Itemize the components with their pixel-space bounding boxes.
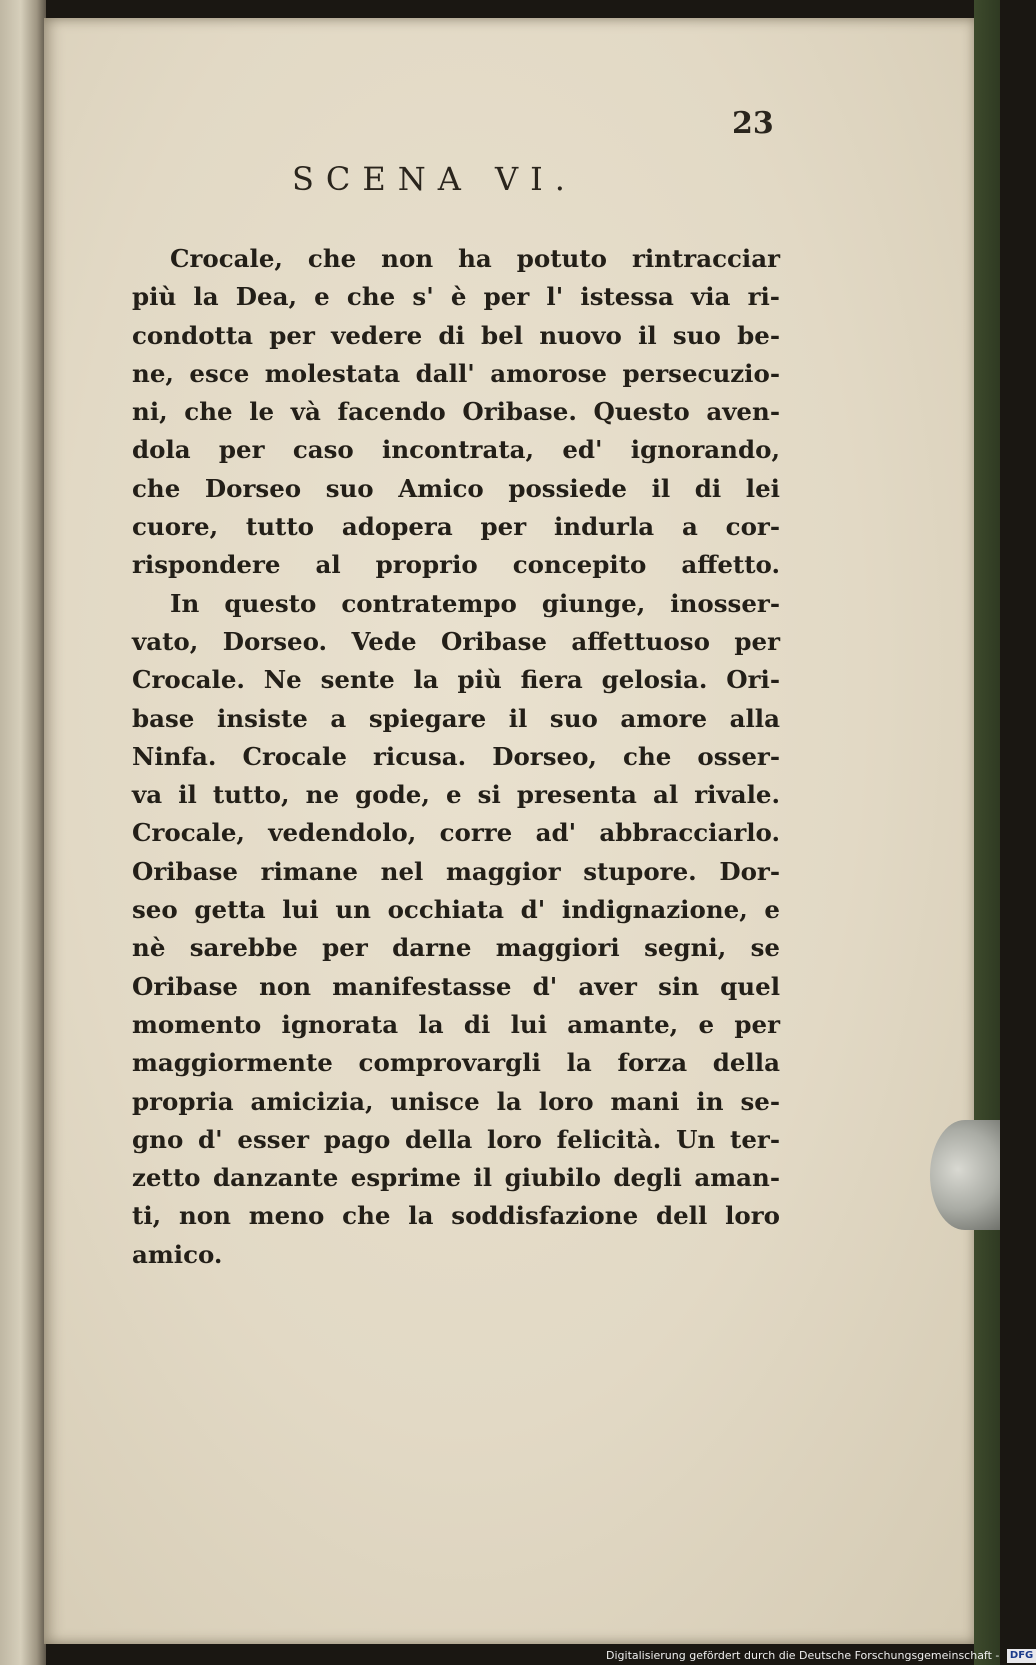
- text-line: gno d' esser pago della loro felicità. Un ter-: [132, 1124, 780, 1154]
- credit-text: Digitalisierung gefördert durch die Deutsche Forschungsgemeinschaft -: [606, 1649, 1000, 1662]
- text-line: maggiormente comprovargli la forza della: [132, 1048, 780, 1078]
- text-line: che Dorseo suo Amico possiede il di lei: [132, 473, 780, 503]
- text-line: ni, che le và facendo Oribase. Questo aven-: [132, 397, 780, 427]
- text-line: più la Dea, e che s' è per l' istessa via ri-: [132, 282, 780, 312]
- text-line: Oribase non manifestasse d' aver sin quel: [132, 971, 781, 1001]
- text-line: condotta per vedere di bel nuovo il suo be-: [132, 320, 780, 350]
- text-line: propria amicizia, unisce la loro mani in se-: [132, 1086, 780, 1116]
- binding-edge: [974, 0, 1000, 1665]
- text-line: zetto danzante esprime il giubilo degli aman-: [132, 1163, 780, 1193]
- page-number: 23: [732, 106, 774, 141]
- text-line: In questo contratempo giunge, inosser-: [170, 588, 780, 618]
- text-line: amico.: [132, 1239, 223, 1269]
- dfg-logo: DFG: [1007, 1649, 1036, 1663]
- text-line: momento ignorata la di lui amante, e per: [132, 1009, 781, 1039]
- body-text: [132, 240, 780, 1274]
- text-line: nè sarebbe per darne maggiori segni, se: [132, 933, 780, 963]
- digitization-credit: [606, 1646, 1036, 1665]
- text-line: vato, Dorseo. Vede Oribase affettuoso per: [132, 626, 780, 656]
- text-line: ne, esce molestata dall' amorose persecuzio-: [132, 358, 780, 388]
- text-line: base insiste a spiegare il suo amore alla: [132, 703, 780, 733]
- scene-title: SCENA VI.: [292, 160, 577, 198]
- text-line: va il tutto, ne gode, e si presenta al rivale.: [132, 780, 780, 810]
- text-line: dola per caso incontrata, ed' ignorando,: [132, 435, 780, 465]
- text-line: Crocale. Ne sente la più fiera gelosia. Ori-: [132, 665, 780, 695]
- text-line: cuore, tutto adopera per indurla a cor-: [132, 512, 780, 542]
- text-line: Crocale, che non ha potuto rintracciar: [170, 244, 780, 273]
- text-line: seo getta lui un occhiata d' indignazione, e: [132, 895, 780, 925]
- text-line: Crocale, vedendolo, corre ad' abbracciarlo.: [132, 818, 780, 848]
- previous-page-edge: [0, 0, 46, 1665]
- text-line: Ninfa. Crocale ricusa. Dorseo, che osser-: [132, 741, 780, 771]
- text-line: ti, non meno che la soddisfazione dell loro: [132, 1201, 780, 1231]
- page-clip: [930, 1120, 1000, 1230]
- text-line: Oribase rimane nel maggior stupore. Dor-: [132, 856, 780, 886]
- text-line: rispondere al proprio concepito affetto.: [132, 550, 780, 580]
